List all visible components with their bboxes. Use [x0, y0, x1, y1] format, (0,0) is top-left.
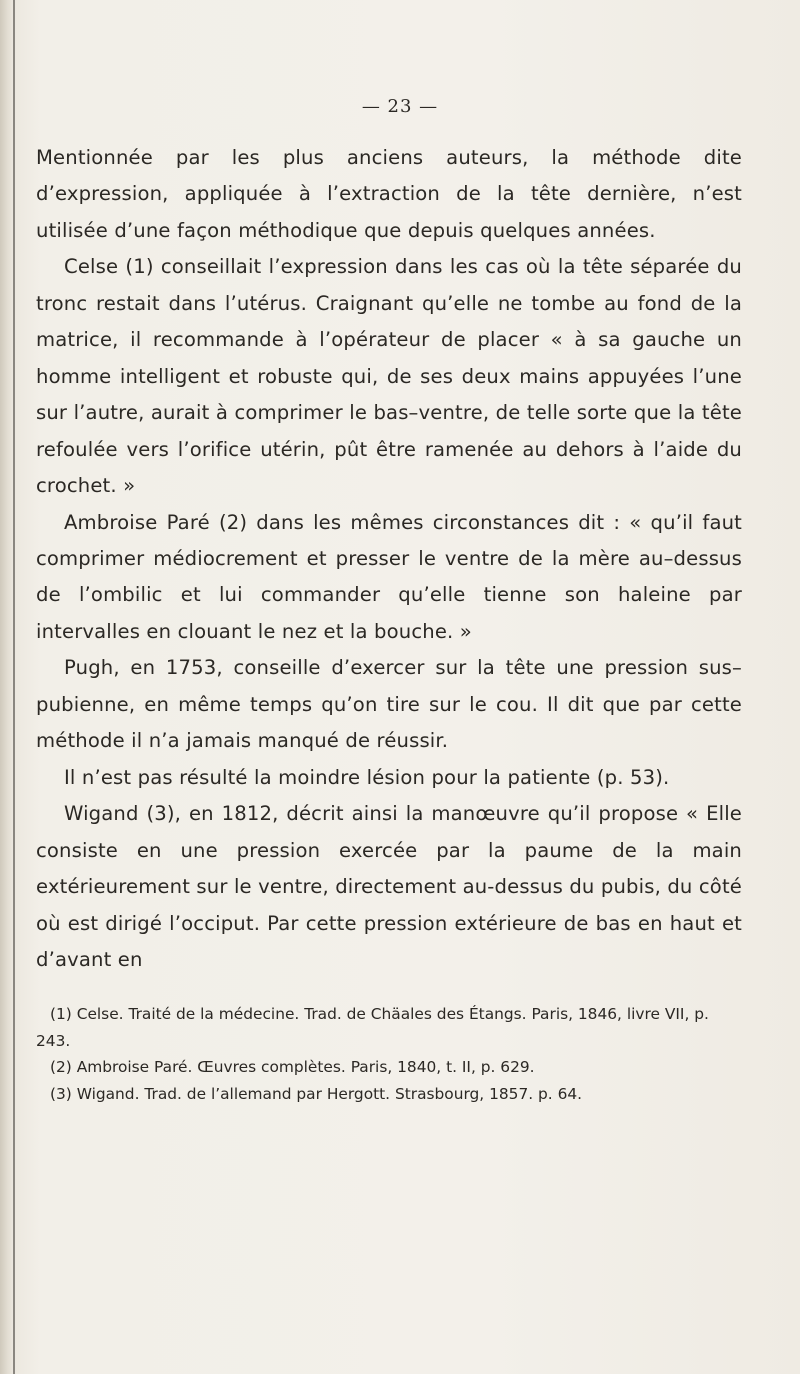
footnote: (3) Wigand. Trad. de l’allemand par Hergott. Strasbourg, 1857. p. 64. [50, 1084, 583, 1103]
footnotes [36, 1001, 742, 1107]
paragraph: Mentionnée par les plus anciens auteurs, la méthode dite d’expression, appliquée à l’extraction de la tête dernière, n’est utilisée d’une façon méthodique que depuis quelques années. [36, 146, 742, 242]
page-number: — 23 — [361, 96, 439, 117]
binding-edge [0, 0, 12, 1374]
body-text [36, 140, 742, 978]
footnote: (2) Ambroise Paré. Œuvres complètes. Paris, 1840, t. II, p. 629. [50, 1058, 535, 1076]
paragraph: Celse (1) conseillait l’expression dans les cas où la tête séparée du tronc restait dans l’utérus. Craignant qu’elle ne tombe au fond de la matrice, il recommande à l’opérateur de placer « à sa gauche un homme intelligent et robuste qui, de ses deux mains appuyées l’une sur l’autre, aurait à comprimer le bas–ventre, de telle sorte que la tête refoulée vers l’orifice utérin, pût être ramenée au dehors à l’aide du crochet. » [36, 255, 742, 498]
binding-shadow-line [13, 0, 15, 1374]
paragraph: Il n’est pas résulté la moindre lésion pour la patiente (p. 53). [64, 765, 670, 789]
paragraph: Pugh, en 1753, conseille d’exercer sur la tête une pression sus–pubienne, en même temps qu’on tire sur le cou. Il dit que par cette méthode il n’a jamais manqué de réussir. [36, 656, 742, 753]
footnote: (1) Celse. Traité de la médecine. Trad. de Chäales des Étangs. Paris, 1846, livre VII, p. 243. [36, 1005, 709, 1050]
paragraph: Ambroise Paré (2) dans les mêmes circonstances dit : « qu’il faut comprimer médiocrement et presser le ventre de la mère au–dessus de l’ombilic et lui commander qu’elle tienne son haleine par intervalles en clouant le nez et la bouche. » [36, 510, 742, 643]
paragraph: Wigand (3), en 1812, décrit ainsi la manœuvre qu’il propose « Elle consiste en une pression exercée par la paume de la main extérieurement sur le ventre, directement au-dessus du pubis, du côté où est dirigé l’occiput. Par cette pression extérieure de bas en haut et d’avant en [36, 802, 742, 971]
